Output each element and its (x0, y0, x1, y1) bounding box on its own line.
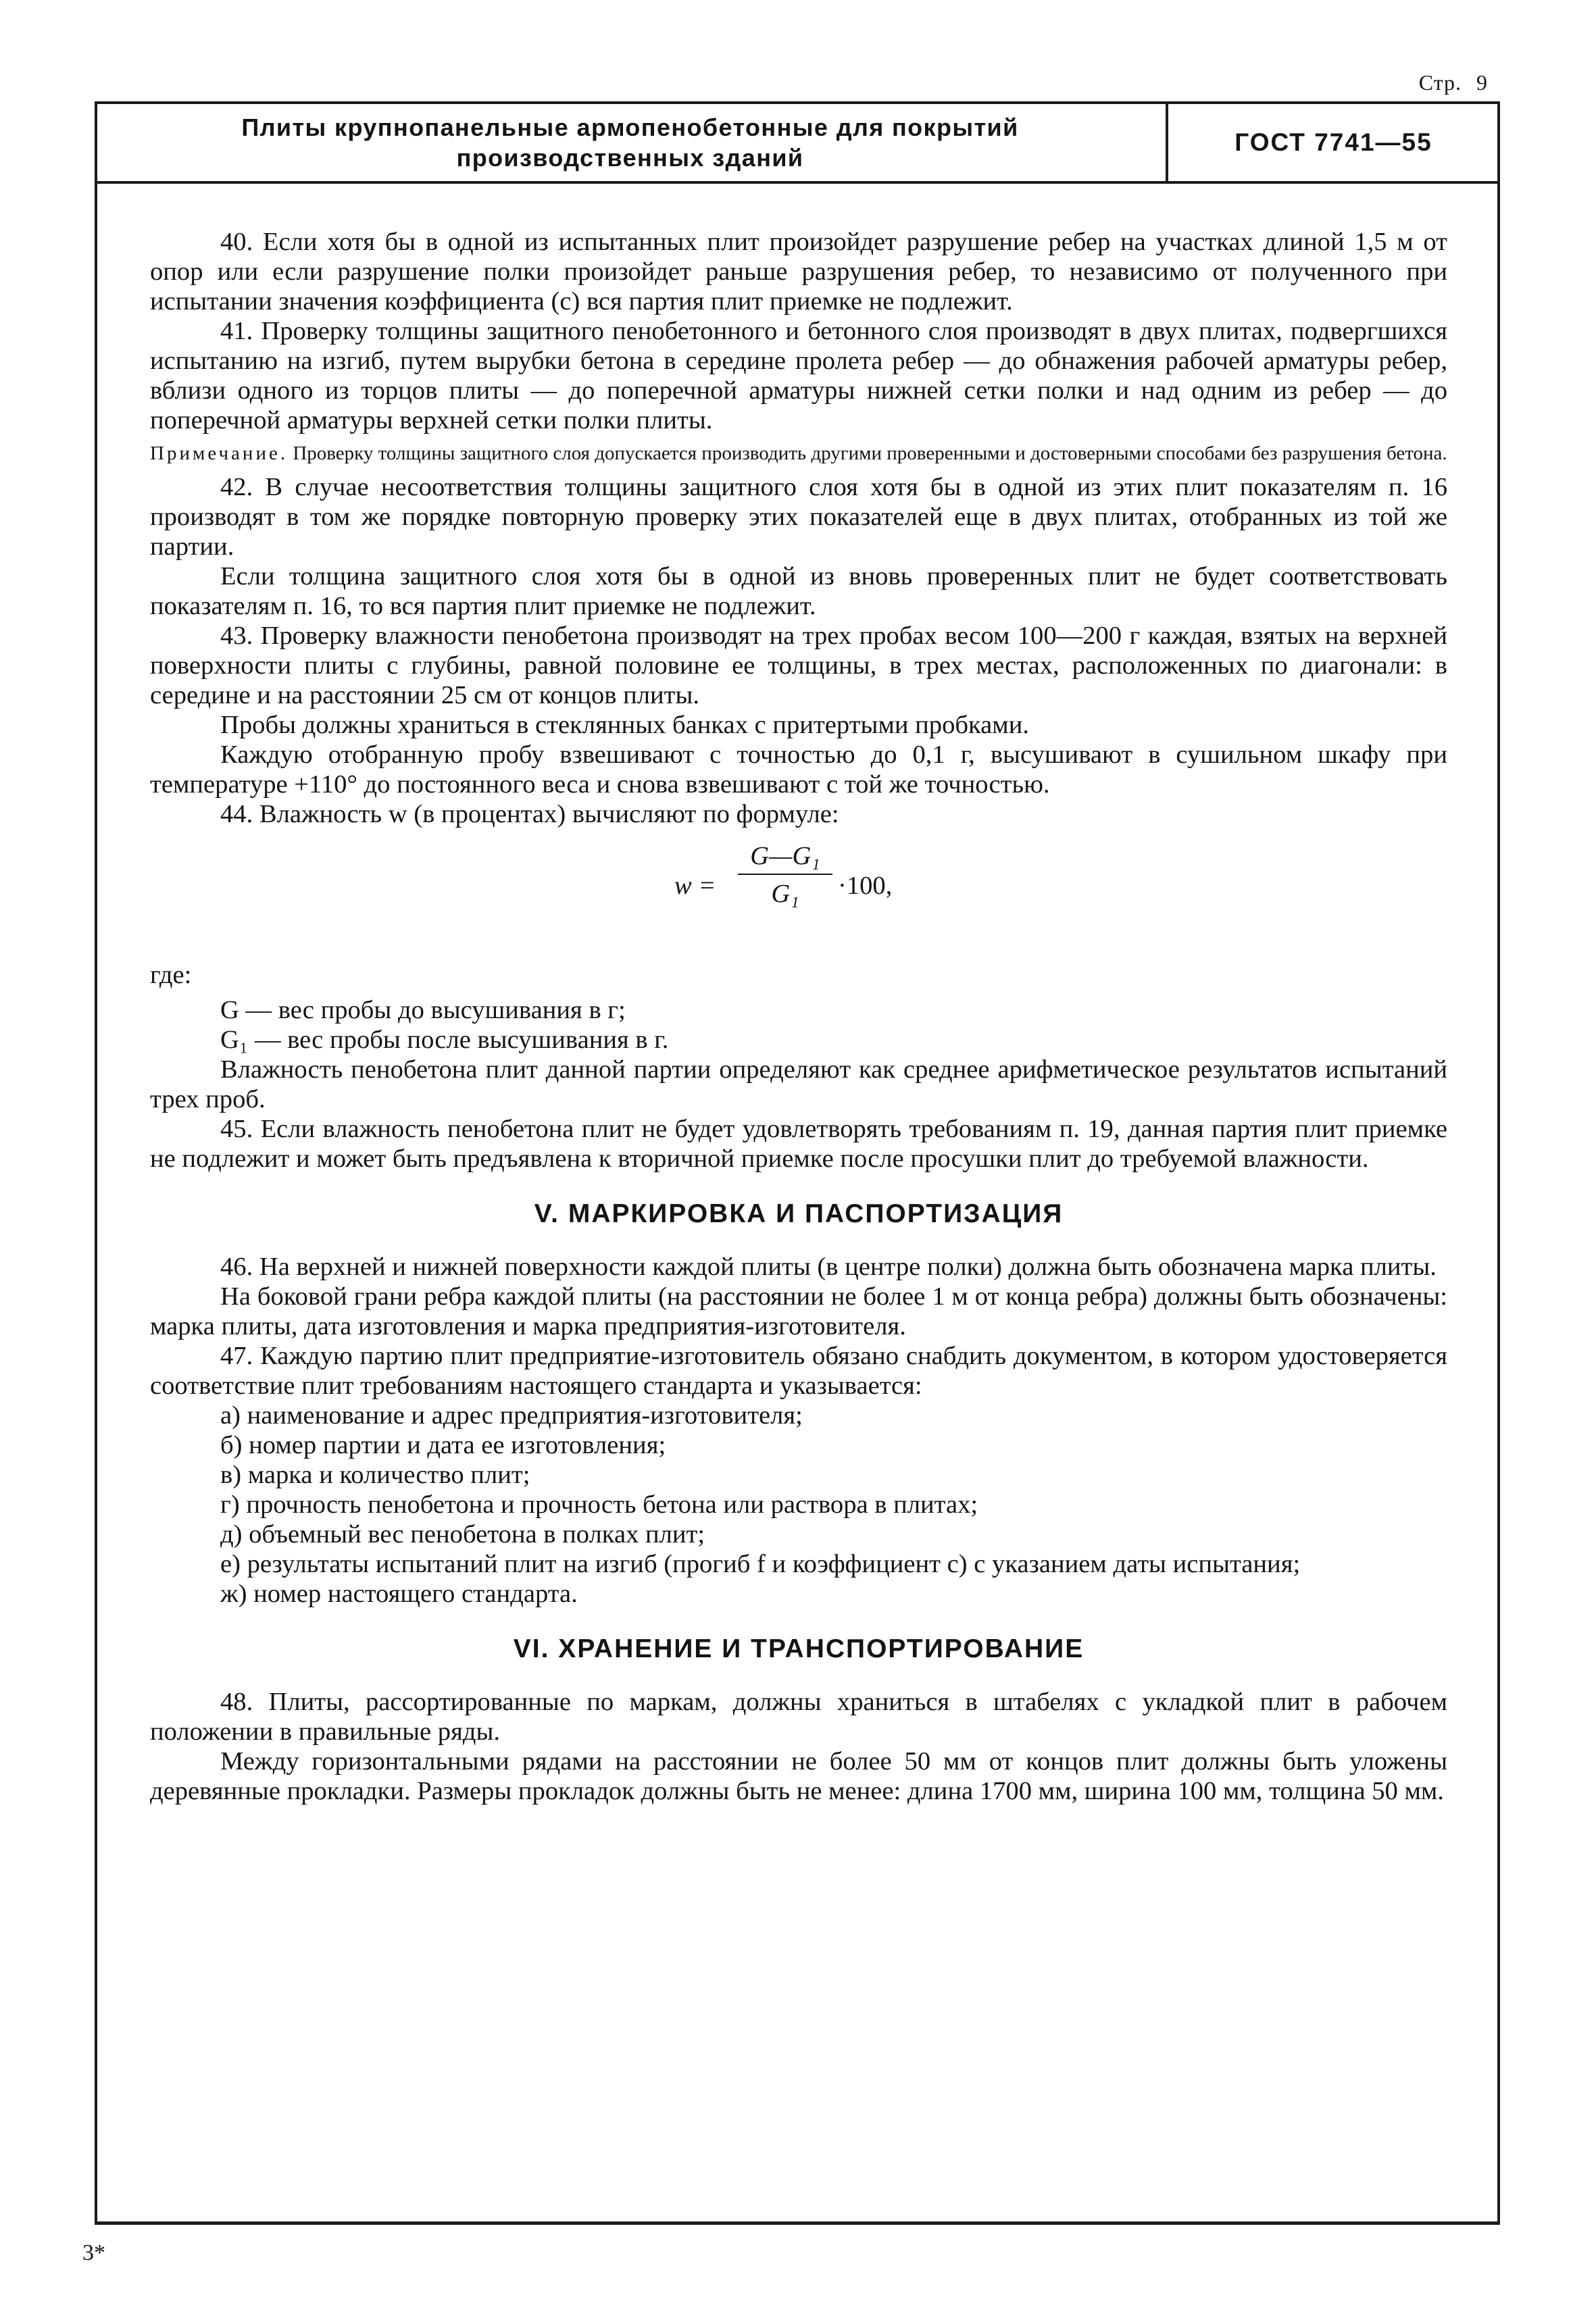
paragraph-47: 47. Каждую партию плит предприятие-изготовитель обязано снабдить документом, в котором удостоверяется соответствие плит требованиям настоящего стандарта и указывается: (150, 1342, 1447, 1400)
paragraph-40: 40. Если хотя бы в одной из испытанных плит произойдет разрушение ребер на участках длиной 1,5 м от опор или если разрушение полки произойдет раньше разрушения ребер, то независимо от полученного при испытании значения коэффициента (с) вся партия плит приемке не подлежит. (150, 228, 1447, 316)
formula-lhs: w = (674, 872, 716, 900)
document-body (150, 227, 1447, 1806)
standard-code: ГОСТ 7741—55 (1235, 128, 1432, 156)
formula-denominator: G₁ (771, 880, 799, 908)
header-title-line1: Плиты крупнопанельные армопенобетонные для покрытий (241, 114, 1019, 141)
list-item: в) марка и количество плит; (220, 1461, 530, 1489)
paragraph-42: 42. В случае несоответствия толщины защитного слоя хотя бы в одной из этих плит показателям п. 16 производят в том же порядке повторную проверку этих показателей еще в двух плитах, отобранных из той же партии. (150, 473, 1447, 561)
list-item: б) номер партии и дата ее изготовления; (220, 1431, 666, 1459)
where-label: где: (150, 961, 192, 989)
legend-g1: G₁ — вес пробы после высушивания в г. (220, 1026, 669, 1054)
paragraph-45: 45. Если влажность пенобетона плит не будет удовлетворять требованиям п. 19, данная партия плит приемке не подлежит и может быть предъявлена к вторичной приемке после просушки плит до требуемой влажности. (150, 1115, 1447, 1173)
moisture-formula (150, 836, 1447, 951)
paragraph-42b: Если толщина защитного слоя хотя бы в одной из вновь проверенных плит не будет соответствовать показателям п. 16, то вся партия плит приемке не подлежит. (150, 562, 1447, 620)
legend-g: G — вес пробы до высушивания в г; (220, 996, 626, 1024)
paragraph-44: 44. Влажность w (в процентах) вычисляют по формуле: (220, 800, 839, 828)
paragraph-48b: Между горизонтальными рядами на расстоянии не более 50 мм от концов плит должны быть уложены деревянные прокладки. Размеры прокладок должны быть не менее: длина 1700 мм, ширина 100 мм, толщина 50 мм. (150, 1747, 1447, 1805)
paragraph-43b: Пробы должны храниться в стеклянных банках с притертыми пробками. (220, 711, 1029, 739)
list-item: ж) номер настоящего стандарта. (220, 1580, 578, 1608)
section-heading-5: V. МАРКИРОВКА И ПАСПОРТИЗАЦИЯ (534, 1199, 1064, 1228)
paragraph-46: 46. На верхней и нижней поверхности каждой плиты (в центре полки) должна быть обозначена марка плиты. (220, 1253, 1437, 1281)
note-label: Примечание. (150, 443, 289, 464)
paragraph-43c: Каждую отобранную пробу взвешивают с точностью до 0,1 г, высушивают в сушильном шкафу при температуре +110° до постоянного веса и снова взвешивают с той же точностью. (150, 740, 1447, 799)
paragraph-44b: Влажность пенобетона плит данной партии определяют как среднее арифметическое результатов испытаний трех проб. (150, 1055, 1447, 1113)
note (150, 442, 1447, 466)
list-item: е) результаты испытаний плит на изгиб (прогиб f и коэффициент с) с указанием даты испытания; (220, 1550, 1301, 1578)
page-number (1419, 70, 1488, 95)
formula-fraction (738, 841, 832, 909)
page-label: Стр. (1418, 70, 1462, 95)
list-item: г) прочность пенобетона и прочность бетона или раствора в плитах; (220, 1490, 978, 1519)
standard-header (95, 101, 1499, 184)
list-item: д) объемный вес пенобетона в полках плит; (220, 1520, 705, 1549)
header-title-line2: производственных зданий (456, 144, 804, 172)
paragraph-48: 48. Плиты, рассортированные по маркам, должны храниться в штабелях с укладкой плит в рабочем положении в правильные ряды. (150, 1688, 1447, 1746)
formula-numerator: G—G₁ (738, 841, 832, 875)
header-title (95, 104, 1166, 181)
formula-rhs: ·100, (838, 872, 893, 900)
note-text: Проверку толщины защитного слоя допускается производить другими проверенными и достоверными способами без разрушения бетона. (288, 443, 1447, 464)
section-heading-6: VI. ХРАНЕНИЕ И ТРАНСПОРТИРОВАНИЕ (513, 1634, 1084, 1663)
list-item: а) наименование и адрес предприятия-изготовителя; (220, 1401, 803, 1430)
paragraph-43: 43. Проверку влажности пенобетона производят на трех пробах весом 100—200 г каждая, взятых на верхней поверхности плиты с глубины, равной половине ее толщины, в трех местах, расположенных по диагонали: в середине и на расстоянии 25 см от концов плиты. (150, 622, 1447, 709)
paragraph-41: 41. Проверку толщины защитного пенобетонного и бетонного слоя производят в двух плитах, подвергшихся испытанию на изгиб, путем вырубки бетона в середине пролета ребер — до обнажения рабочей арматуры ребер, вблизи одного из торцов плиты — до поперечной арматуры нижней сетки полки и над одним из ребер — до поперечной арматуры верхней сетки полки плиты. (150, 317, 1447, 434)
signature-mark: 3* (82, 2240, 105, 2265)
page-number-value: 9 (1476, 70, 1488, 95)
paragraph-46b: На боковой грани ребра каждой плиты (на расстоянии не более 1 м от конца ребра) должны быть обозначены: марка плиты, дата изготовления и марка предприятия-изготовителя. (150, 1282, 1447, 1340)
